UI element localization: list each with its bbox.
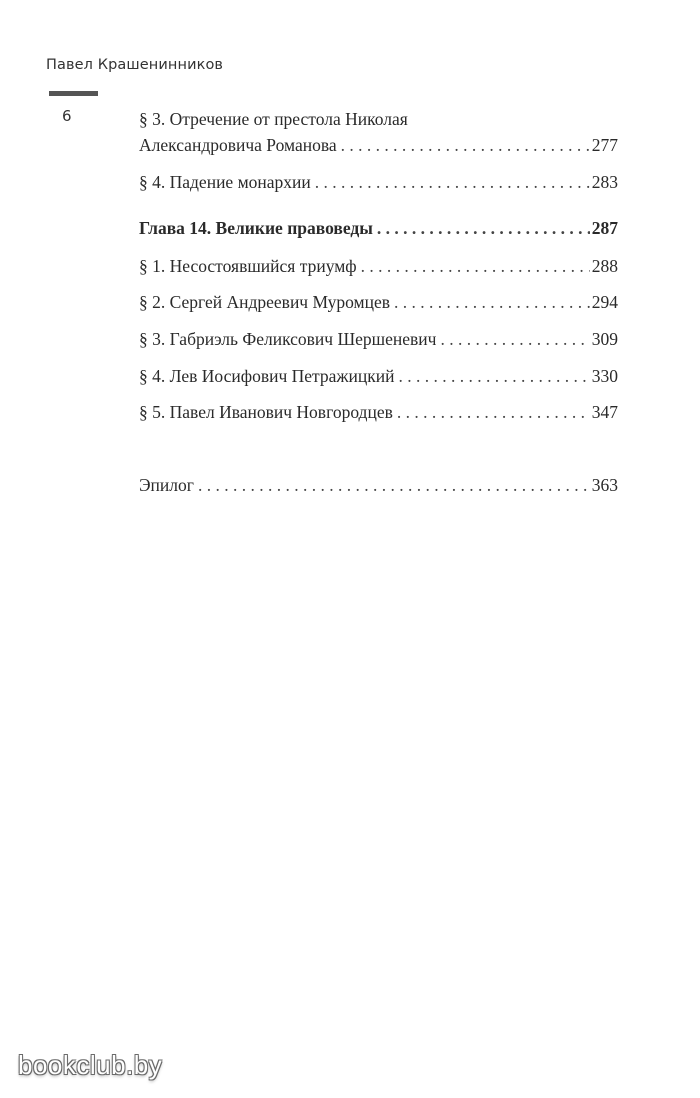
dot-leader (398, 364, 589, 388)
toc-entry-title: Александровича Романова (139, 135, 337, 155)
toc-entry-title: § 4. Падение монархии (139, 172, 311, 192)
watermark: bookclub.by (18, 1050, 163, 1080)
toc-entry-title: Глава 14. Великие правоведы (139, 218, 373, 238)
toc-entry (139, 170, 618, 194)
toc-entry (139, 400, 618, 424)
toc-entry-title: § 5. Павел Иванович Новгородцев (139, 402, 393, 422)
toc-entry (139, 364, 618, 388)
header-rule (49, 91, 98, 96)
toc-entry-title: § 2. Сергей Андреевич Муромцев (139, 292, 390, 312)
toc-entry-title: § 1. Несостоявшийся триумф (139, 256, 357, 276)
toc-chapter-entry (139, 216, 618, 240)
toc-epilogue-entry (139, 473, 618, 497)
toc-entry (139, 254, 618, 278)
toc-entry-page: 347 (591, 402, 618, 422)
dot-leader (315, 170, 590, 194)
dot-leader (377, 216, 590, 240)
toc-entry (139, 327, 618, 351)
toc-entry-page: 288 (591, 256, 618, 276)
page-number: 6 (62, 107, 72, 125)
toc-entry-page: 294 (591, 292, 618, 312)
toc-entry-page: 287 (591, 218, 618, 238)
toc-entry-page: 363 (591, 475, 618, 495)
dot-leader (397, 400, 590, 424)
toc-entry-page: 283 (591, 172, 618, 192)
dot-leader (341, 133, 590, 157)
running-header-author: Павел Крашенинников (46, 57, 224, 73)
dot-leader (440, 327, 589, 351)
toc-entry-title: § 4. Лев Иосифович Петражицкий (139, 366, 395, 386)
toc-entry-page: 277 (591, 135, 618, 155)
toc-entry-page: 309 (591, 329, 618, 349)
toc-entry-title: § 3. Отречение от престола Николая (139, 109, 408, 129)
toc-entry-title: Эпилог (139, 475, 194, 495)
toc-entry-title: § 3. Габриэль Феликсович Шершеневич (139, 329, 437, 349)
dot-leader (198, 473, 590, 497)
toc-entry-line1 (139, 107, 618, 131)
dot-leader (361, 254, 590, 278)
toc-entry (139, 133, 618, 157)
dot-leader (394, 290, 590, 314)
toc-entry (139, 290, 618, 314)
toc-entry-page: 330 (591, 366, 618, 386)
